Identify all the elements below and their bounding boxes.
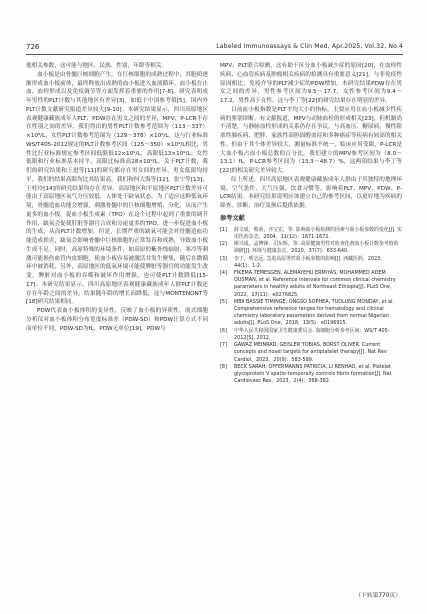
reference-item <box>220 227 402 241</box>
page-number: 726 <box>26 43 40 51</box>
reference-number: [2] <box>220 241 227 248</box>
reference-number: [8] <box>220 364 227 371</box>
left-column <box>26 62 208 582</box>
reference-item <box>220 256 402 270</box>
reference-item <box>220 342 402 363</box>
reference-item <box>220 364 402 385</box>
journal-info: Labeled Immunoassays & Clin Med, Apr.2025, Vol.32, No.4 <box>216 43 403 50</box>
reference-text: 薛文成，蔡茵，齐宝宏，等. 影响血小板检测的因素与血小板参数的变化[J]. 实用医药杂志，2004，11(12)：1671-1672. <box>234 226 402 240</box>
reference-item <box>220 328 402 342</box>
running-header <box>26 42 403 55</box>
reference-number: [7] <box>220 342 227 349</box>
reference-item <box>220 299 402 327</box>
reference-text: GAWAZ MEINRAD, GEISLER TOBIAS, BORST OLIVER. Current concepts and novel targets for antiplatelet therapy[J]. Nat Rev Cardiol，2023，20(9)：583-599. <box>234 342 387 363</box>
reference-text: 斯兴成，孟博锋，司东辉，等. 高原健康男性对检查化剂血小板计数参考值的调研[J]. 环境与健康杂志，2020，37(7)：633-640. <box>234 241 399 255</box>
right-column <box>220 62 402 602</box>
reference-number: [4] <box>220 270 227 277</box>
reference-number: [1] <box>220 226 227 233</box>
paragraph: 他相关参数，这可能与地区、民族、性别、年龄等相关。 <box>26 63 168 69</box>
reference-number: [6] <box>220 327 227 334</box>
reference-text: 李丁，明志远. 急进高原男性血小板参数的影响[J]. 西藏医药，2023，44(1)：1-2. <box>234 255 386 269</box>
reference-number: [3] <box>220 255 227 262</box>
reference-text: 中华人民共和国国家卫生健康委员会. 血细胞分析参考区间：WS/T 405-2012[S]. 2012. <box>234 327 390 341</box>
reference-text: FIKEMA TEMESGEN, ALEMAYEHU ERMIYAS, MOHAMMED ADEM OUSMAN, et al. Reference intervals for common clinical chemistry parameters in healthy adults of Northeast Ethiopia[J]. PLoS One，2022，17(11)：e0276825. <box>234 270 396 298</box>
reference-text: BECK SARAH, OFFERMANNS PATRICIA, LI RENHAO, et al. Platelet glycoprotein V spatio-temporally controls fibrin formation[J]. Nat Cardiovasc Res，2023，2(4)：368-382. <box>234 364 392 385</box>
paragraph: 血小板是由骨髓巨核细胞产生，在巨核细胞的成熟过程中，其胞质逐渐形成血小板前体，最终释放出成熟的血小板进入血液循环。血小板在止血、血栓形成以及免疫调节等方面发挥着重要的作用[7-8]。研究表明成年男性的PLT计数与其他地区有差异[3]，如低于中国参考值[5]，国内外PLT计数文献研究报道差异较大[9-10]。本研究结果显示，四川高原地区表观健康藏族成年人PLT、PDW存在男女之间的差异，MPV、P-LCR不存在性别之间的差异。我们得出的男性PLT计数参考范围为（113～337）×10⁹/L，女性PLT计数参考范围为（129～378）×10⁹/L。这与行业标准WS/T405-2012规定的PLT计数参考区间（125～350）×10⁹/L相比，男性比行业标准规定参考区间低限低12×10⁹/L，高限低13×10⁹/L；女性低限和行业标准基本持平，高限比标准高28×10⁹/L。关于PLT计数，我们的研究结果和王进等[11]的研究都存在男女间的差异，男女低限均持平，我们的结果高限均比其结果高。我们和何大海等[12]、张宁等[13]、王桂玲[14]的研究结果均存在差异。高原地区和平原地区PLT计数差异可能由于高原地区氧气分压较低，人体处于缺氧状态。为了适应这种低氧环境，骨髓造血功能会增强，刺激骨髓中的巨核细胞增殖、分化，从而产生更多的血小板。促血小板生成素（TPO）在这个过程中起到了重要的调节作用，缺氧会促使肝脏等器官合成和分泌更多的TPO，进一步促进血小板的生成，从而PLT计数增加。但是，长期严重的缺氧可能会对骨髓造血功能造成损害，缺氧会影响骨髓中巨核细胞的正常发育和成熟，导致血小板生成不足。同时，高原特殊的环境条件，如高原的紫外线辐射、寒冷等刺激可能损伤血管内皮细胞，使血小板容易被激活并发生聚集，随后在微循环中被消耗，另外，高原地区的低氧环境可能使脾脏等器官的功能发生改变，脾脏对血小板的吞噬和破坏作用增强，也可使PLT计数降低[15-17]。本研究结果显示，四川高原地区表观健康藏族成年人群PLT计数还存在年龄之间的差异，结果随年龄的增长而降低，这与MONTENONT等[18]研究结果相同。 <box>26 71 208 306</box>
reference-item <box>220 241 402 255</box>
reference-number: [5] <box>220 299 227 305</box>
reference-text: MBII BASSIE TIMINGE, ONGSO SOPHEA, TUOLUNG MONDAY, et al. Comprehensive reference ranges for hematology and clinical chemistry laboratory parameters derived from normal Nigerian adults[J]. PLoS One，2018，13(5)：e0196915. <box>234 299 395 327</box>
references-heading: 参考文献 <box>220 214 245 222</box>
paragraph: PDW代表血小板体积的变异性，反映了血小板的异质性。流式细胞分析仪对血小板体积分布宽度标准差（PDW-SD）和PDW计算方式不同而单位不同，PDW-SD为fL，PDW无单位[19]。PDW与 <box>26 308 208 332</box>
continued-note: （下转第770页） <box>355 593 401 599</box>
paragraph: 综上所述，四川高原地区表观健康藏族成年人群由于其独特的地理环境、空气条件、大气压强、饮食习惯等，影响着PLT、MPV、PDW、P-LCR结果。本研究结果说明应该建立自己的参考区间，以更好地为疾病的筛查、诊断、治疗及预后提供依据。 <box>220 176 402 209</box>
paragraph: 目前血小板指数是PLT平均大小的指标，主要应用在血小板减少性疾病的鉴别诊断。有文献报道，MPV与动脉血栓的形成相关[23]，但机制尚不清楚，与静脉血栓形成的关系仍存在争议，与高血压、糖尿病、慢性阻塞性肺疾病、肥胖、家族性高胆固醇血症和多种癌症等疾病有较高的相关性。但由于其个体差异较大，测量标准不统一，临床应用受限，P-LCR是大血小板占血小板总数的百分比。我们建立的MPV参考区间为（8.0～13.1）fL，P-LCR参考区间为（13.3～48.7）%，这两项结果与李丁等[22]的相关研究差异较大。 <box>220 106 402 174</box>
reference-list <box>220 227 402 386</box>
paragraph: MPV、PLT联合检测，这有助于区分血小板减少症的原因[20]，在血栓性疾病、心血管疾病及肿瘤相关疾病的检测具有重要意义[21]。与非免疫性原因相比，免疫介导的PLT减少症的PDW增加。本研究结果PDW存在男女之间的差异，男性参考区间为9.5～17.7，女性参考区间为9.4～17.2，男性高于女性。这与李丁等[22]的研究结果存在明显的差异。 <box>220 63 402 104</box>
reference-item <box>220 270 402 298</box>
